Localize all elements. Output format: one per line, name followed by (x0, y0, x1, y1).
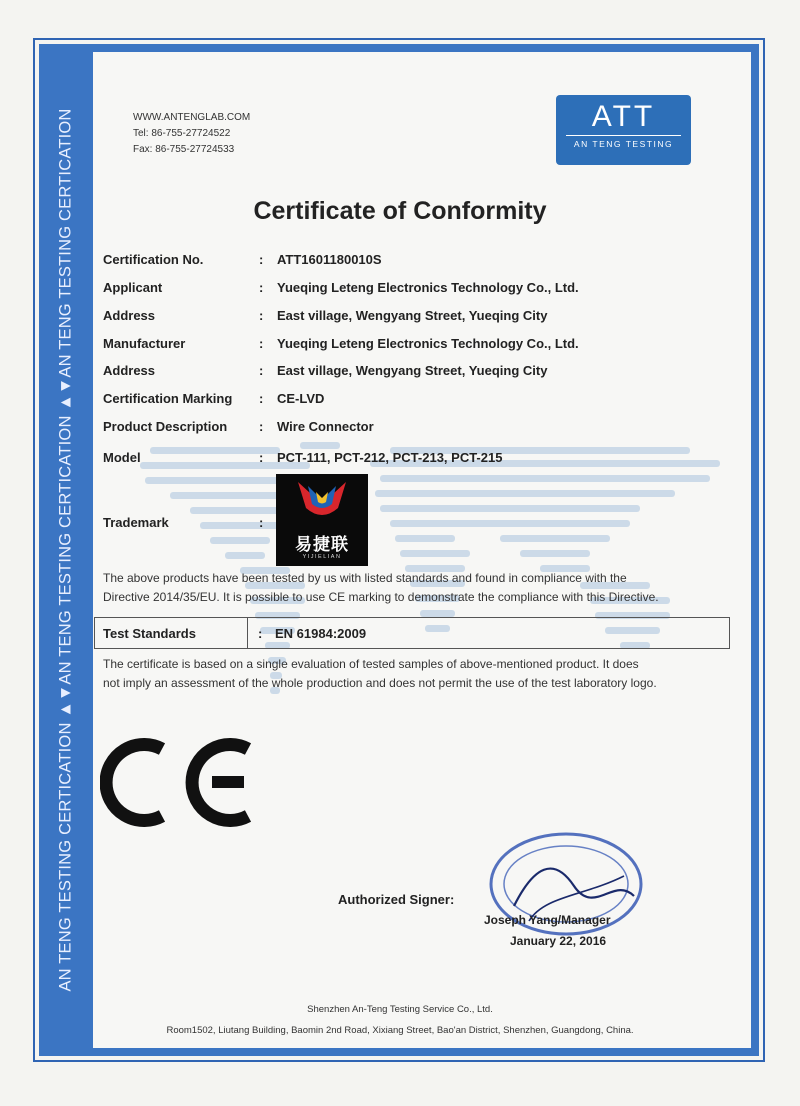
att-logo (556, 95, 691, 165)
trademark-emblem-icon (276, 474, 368, 530)
trademark-logo (276, 474, 368, 566)
att-logo-rule (566, 135, 681, 136)
field-colon: : (259, 336, 264, 351)
company-stamp-icon (474, 826, 654, 946)
website-text: WWW.ANTENGLAB.COM (133, 112, 251, 123)
bottom-border-band (39, 1048, 759, 1056)
border-text: AN TENG TESTING CERTICATION ▲▼AN TENG TESTING CERTICATION ▲▼AN TENG TESTING CERTICATION (56, 108, 75, 992)
disclaimer-line-1: The certificate is based on a single evaluation of tested samples of above-mentioned product. It does (103, 657, 639, 671)
field-colon: : (259, 450, 264, 465)
right-border-band (751, 44, 759, 1056)
signer-date: January 22, 2016 (510, 934, 607, 948)
field-label: Certification Marking (103, 391, 233, 406)
field-value: East village, Wengyang Street, Yueqing City (277, 363, 548, 378)
signer-name: Joseph Yang/Manager (484, 913, 611, 927)
field-colon: : (259, 391, 264, 406)
compliance-line-1: The above products have been tested by us with listed standards and found in compliance with the (103, 571, 627, 585)
field-label: Trademark (103, 515, 169, 530)
field-label: Address (103, 363, 156, 378)
field-colon: : (259, 419, 264, 434)
test-standards-value: EN 61984:2009 (275, 626, 367, 641)
tel-text: Tel: 86-755-27724522 (133, 128, 231, 139)
ce-mark-icon (100, 735, 260, 830)
test-standards-label: Test Standards (103, 626, 196, 641)
field-label: Manufacturer (103, 336, 186, 351)
field-value: ATT1601180010S (277, 252, 382, 267)
field-value: Wire Connector (277, 419, 374, 434)
field-label: Model (103, 450, 141, 465)
field-colon: : (259, 280, 264, 295)
test-standards-colon: : (258, 626, 263, 641)
field-value: Yueqing Leteng Electronics Technology Co., Ltd. (277, 336, 579, 351)
disclaimer-statement (103, 655, 733, 693)
att-logo-main: ATT (591, 100, 656, 133)
att-logo-sub: AN TENG TESTING (573, 139, 674, 149)
field-label: Product Description (103, 419, 228, 434)
field-label: Certification No. (103, 252, 204, 267)
authorized-signer-label: Authorized Signer: (338, 892, 455, 907)
field-colon: : (259, 363, 264, 378)
field-colon: : (259, 308, 264, 323)
field-value: PCT-111, PCT-212, PCT-213, PCT-215 (277, 450, 503, 465)
test-standards-box (94, 617, 730, 649)
footer-company: Shenzhen An-Teng Testing Service Co., Ltd. (307, 1004, 493, 1015)
field-value: CE-LVD (277, 391, 325, 406)
field-label: Address (103, 308, 156, 323)
field-value: Yueqing Leteng Electronics Technology Co., Ltd. (277, 280, 579, 295)
fax-text: Fax: 86-755-27724533 (133, 144, 235, 155)
compliance-statement (103, 569, 733, 607)
field-colon: : (259, 252, 264, 267)
top-border-band (39, 44, 759, 52)
field-value: East village, Wengyang Street, Yueqing City (277, 308, 548, 323)
trademark-chinese-text: 易捷联 (295, 535, 349, 554)
test-standards-divider (247, 618, 248, 648)
disclaimer-line-2: not imply an assessment of the whole production and does not permit the use of the test laboratory logo. (103, 676, 657, 690)
field-label: Applicant (103, 280, 163, 295)
compliance-line-2: Directive 2014/35/EU. It is possible to use CE marking to demonstrate the compliance with this Directive. (103, 590, 659, 604)
certificate-title: Certificate of Conformity (253, 197, 547, 225)
contact-block (133, 110, 250, 158)
field-colon: : (259, 515, 264, 530)
trademark-latin-text: YIJIELIAN (302, 554, 342, 560)
footer-address: Room1502, Liutang Building, Baomin 2nd Road, Xixiang Street, Bao'an District, Shenzhen, Guangdong, China. (166, 1025, 634, 1036)
